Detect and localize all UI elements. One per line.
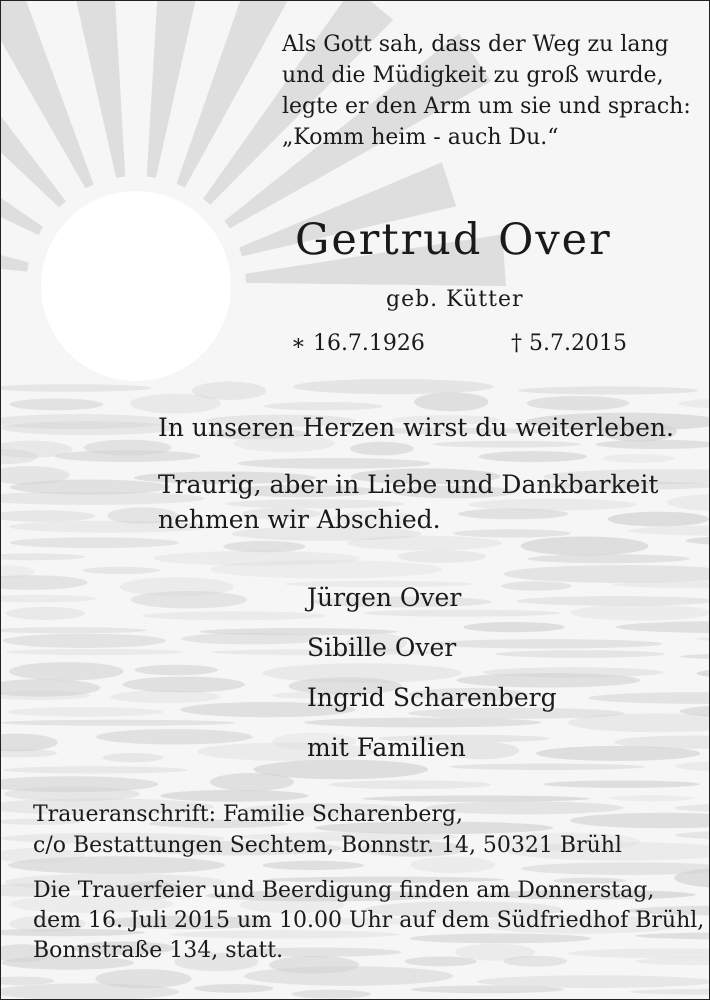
water-stroke [96, 729, 252, 744]
water-stroke [7, 707, 163, 716]
water-stroke [54, 450, 200, 462]
water-stroke [6, 607, 85, 620]
water-stroke [1, 749, 57, 758]
water-stroke [1, 421, 176, 435]
water-stroke [142, 611, 327, 620]
water-stroke [678, 399, 709, 408]
water-stroke [602, 454, 674, 463]
water-stroke [521, 537, 649, 556]
water-stroke [329, 780, 491, 789]
water-stroke [9, 399, 103, 411]
verse-line: Als Gott sah, dass der Weg zu lang [282, 32, 669, 57]
message-line: Traurig, aber in Liebe und Dankbarkeit [158, 470, 659, 499]
water-stroke [350, 442, 414, 456]
water-stroke [1, 384, 152, 392]
water-stroke [181, 633, 322, 644]
maiden-name: geb. Kütter [386, 287, 524, 312]
funeral-service-info [33, 876, 704, 966]
water-stroke [1, 720, 235, 726]
water-stroke [411, 986, 564, 994]
water-stroke [130, 394, 221, 414]
mourner-name: Sibille Over [307, 633, 457, 662]
water-stroke [6, 649, 184, 655]
verse-line: und die Müdigkeit zu groß wurde, [282, 63, 664, 88]
verse-line: „Komm heim - auch Du.“ [282, 125, 559, 150]
water-stroke [1, 734, 58, 752]
water-stroke [685, 535, 709, 547]
mourner-name: Ingrid Scharenberg [307, 683, 557, 712]
service-line: Die Trauerfeier und Beerdigung finden am Donnerstag, [33, 878, 655, 903]
address-line: c/o Bestattungen Sechtem, Bonnstr. 14, 50321 Brühl [33, 833, 622, 858]
water-stroke [264, 402, 383, 410]
water-stroke [543, 781, 700, 788]
water-stroke [697, 668, 709, 678]
water-stroke [1, 977, 54, 986]
mourning-address [33, 799, 622, 861]
deceased-name: Gertrud Over [295, 215, 612, 265]
mourner-name: mit Familien [307, 733, 466, 762]
water-stroke [588, 692, 709, 704]
water-stroke [194, 984, 274, 993]
water-stroke [293, 379, 494, 394]
water-stroke [414, 392, 488, 411]
water-stroke [536, 746, 700, 761]
service-line: Bonnstraße 134, statt. [33, 938, 284, 963]
address-line: Traueranschrift: Familie Scharenberg, [33, 802, 463, 827]
water-stroke [347, 536, 502, 551]
water-stroke [1, 627, 148, 633]
mourner-list [307, 573, 557, 773]
water-stroke [123, 677, 245, 693]
water-stroke [681, 653, 710, 659]
verse-line: legte er den Arm um sie und sprach: [282, 94, 691, 119]
water-stroke [570, 605, 709, 621]
water-stroke [223, 541, 305, 552]
verse [282, 29, 691, 153]
water-stroke [527, 554, 689, 563]
water-stroke [675, 759, 709, 773]
water-stroke [667, 493, 709, 512]
water-stroke [518, 386, 699, 394]
water-stroke [611, 795, 693, 801]
water-stroke [9, 662, 124, 680]
water-stroke [521, 862, 709, 875]
water-stroke [135, 665, 218, 676]
water-stroke [398, 550, 486, 563]
message-line: nehmen wir Abschied. [158, 505, 441, 534]
water-stroke [527, 396, 629, 410]
water-stroke [3, 634, 166, 648]
death-date: † 5.7.2015 [511, 331, 627, 356]
water-stroke [244, 966, 453, 986]
mourner-name: Jürgen Over [307, 583, 462, 612]
water-stroke [674, 803, 709, 812]
sun-disc [41, 191, 231, 381]
water-stroke [103, 753, 164, 762]
birth-date: ∗ 16.7.1926 [291, 331, 425, 356]
water-stroke [111, 690, 221, 703]
water-stroke [131, 591, 247, 608]
water-stroke [82, 567, 160, 574]
water-stroke [3, 766, 188, 773]
water-stroke [696, 635, 709, 642]
water-stroke [10, 537, 180, 548]
water-stroke [479, 451, 587, 462]
service-line: dem 16. Juli 2015 um 10.00 Uhr auf dem Südfriedhof Brühl, [33, 908, 705, 933]
water-stroke [616, 621, 709, 633]
water-stroke [1, 510, 96, 522]
water-stroke [1, 595, 96, 603]
water-stroke [1, 553, 85, 560]
message-block [158, 467, 658, 537]
message-line: In unseren Herzen wirst du weiterleben. [158, 413, 674, 442]
water-stroke [630, 989, 709, 995]
water-stroke [210, 773, 294, 791]
water-stroke [1, 575, 88, 590]
water-stroke [675, 831, 709, 840]
water-stroke [291, 990, 371, 999]
water-stroke [262, 861, 363, 870]
